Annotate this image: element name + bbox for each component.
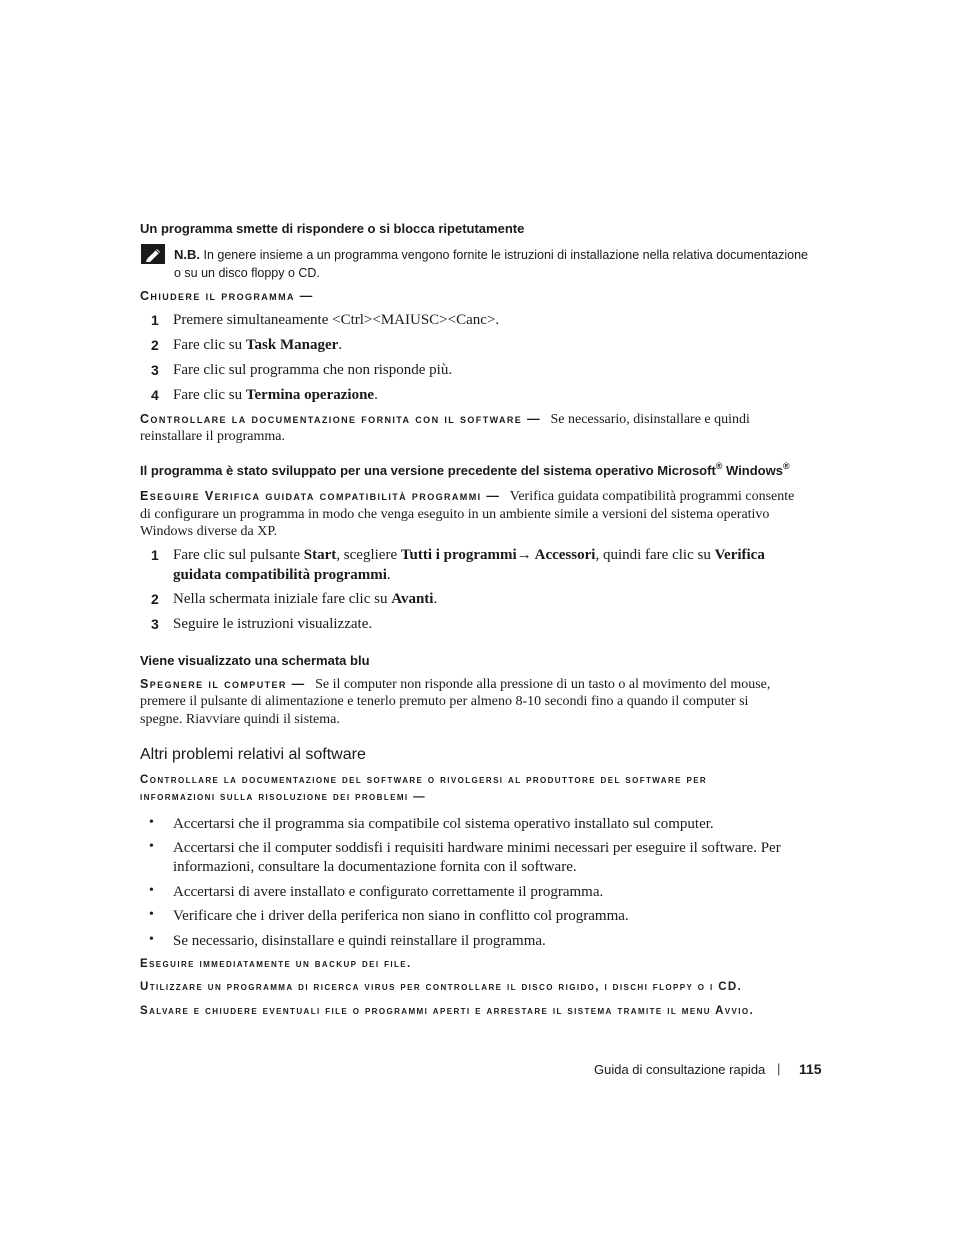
backup-label: Eseguire immediatamente un backup dei file. [140, 958, 412, 970]
step-number: 2 [151, 591, 159, 607]
note-text: In genere insieme a un programma vengono fornite le istruzioni di installazione nella relativa documentazione o su un disco floppy o CD. [174, 248, 809, 280]
close-program-label: Chiudere il programma — [140, 289, 314, 303]
shutdown-text: spegne. Riavviare quindi il sistema. [140, 712, 340, 727]
shutdown-paragraph: Spegnere il computer — Se il computer non risponde alla pressione di un tasto o al movimento del mouse, [140, 677, 771, 692]
note-block [174, 246, 814, 282]
shutdown-text: premere il pulsante di alimentazione e tenerlo premuto per almeno 8-10 secondi fino a quando il computer si [140, 694, 749, 709]
step-text: guidata compatibilità programmi. [173, 567, 391, 583]
step-number: 3 [151, 362, 159, 378]
bullet-glyph: • [149, 815, 154, 830]
note-label: N.B. [174, 247, 200, 262]
section-heading: Viene visualizzato una schermata blu [140, 653, 370, 668]
note-pencil-icon [141, 244, 165, 264]
section-heading: Il programma è stato sviluppato per una versione precedente del sistema operativo Microsoft® Windows® [140, 461, 790, 478]
bullet-text: Accertarsi che il programma sia compatibile col sistema operativo installato sul computer. [173, 816, 714, 832]
bullet-text: Accertarsi che il computer soddisfi i requisiti hardware minimi necessari per eseguire il software. Per [173, 840, 781, 856]
contact-producer-label: Controllare la documentazione del software o rivolgersi al produttore del software per [140, 774, 708, 786]
compat-wizard-text: di configurare un programma in modo che venga eseguito in un ambiente simile a versioni del sistema operativo [140, 507, 770, 522]
bullet-glyph: • [149, 907, 154, 922]
bullet-text: informazioni, consultare la documentazione fornita con il software. [173, 859, 577, 875]
bullet-text: Se necessario, disinstallare e quindi reinstallare il programma. [173, 933, 546, 949]
step-text: Premere simultaneamente <Ctrl><MAIUSC><Canc>. [173, 312, 500, 328]
bullet-glyph: • [149, 883, 154, 898]
step-number: 1 [151, 547, 159, 563]
compat-wizard-label: Eseguire Verifica guidata compatibilità programmi — [140, 489, 501, 503]
section-heading: Un programma smette di rispondere o si blocca ripetutamente [140, 221, 525, 236]
compat-wizard-paragraph: Eseguire Verifica guidata compatibilità programmi — Verifica guidata compatibilità programmi consente [140, 489, 795, 504]
page-number: 115 [799, 1061, 822, 1077]
step-number: 3 [151, 616, 159, 632]
compat-wizard-text: Windows diverse da XP. [140, 524, 278, 539]
bullet-glyph: • [149, 839, 154, 854]
step-text: Seguire le istruzioni visualizzate. [173, 616, 373, 632]
check-docs-text: reinstallare il programma. [140, 429, 285, 444]
step-text: Fare clic sul pulsante Start, scegliere Tutti i programmi→ Accessori, quindi fare clic su Verifica [173, 547, 765, 563]
shutdown-label: Spegnere il computer — [140, 677, 306, 691]
bullet-text: Verificare che i driver della periferica non siano in conflitto col programma. [173, 908, 629, 924]
check-docs-label: Controllare la documentazione fornita con il software — [140, 412, 541, 426]
step-text: Fare clic su Task Manager. [173, 337, 343, 353]
step-number: 4 [151, 387, 159, 403]
save-close-label: Salvare e chiudere eventuali file o programmi aperti e arrestare il sistema tramite il menu Avvio. [140, 1005, 755, 1017]
bullet-glyph: • [149, 932, 154, 947]
step-text: Fare clic sul programma che non risponde più. [173, 362, 453, 378]
check-docs-paragraph: Controllare la documentazione fornita con il software — Se necessario, disinstallare e quindi [140, 412, 750, 427]
step-text: Nella schermata iniziale fare clic su Avanti. [173, 591, 438, 607]
virus-scan-label: Utilizzare un programma di ricerca virus per controllare il disco rigido, i dischi floppy o i CD. [140, 981, 743, 993]
contact-producer-label: informazioni sulla risoluzione dei problemi — [140, 791, 427, 803]
footer-separator: | [777, 1061, 781, 1076]
step-text: Fare clic su Termina operazione. [173, 387, 378, 403]
page-section-title: Altri problemi relativi al software [140, 746, 366, 763]
bullet-text: Accertarsi di avere installato e configurato correttamente il programma. [173, 884, 604, 900]
step-number: 2 [151, 337, 159, 353]
step-number: 1 [151, 312, 159, 328]
footer-title: Guida di consultazione rapida [594, 1062, 766, 1077]
